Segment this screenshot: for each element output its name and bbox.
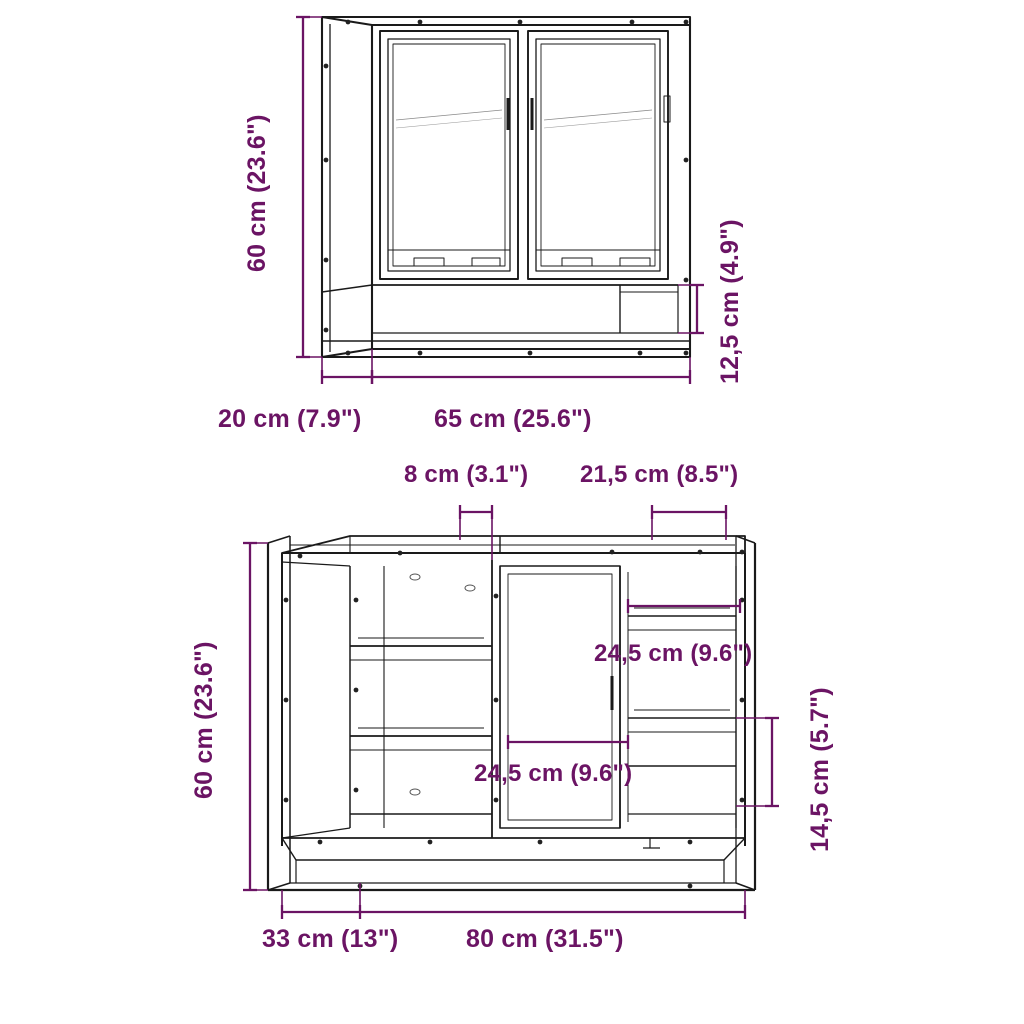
dim-cabinet-width: 65 cm (25.6") [434,405,592,433]
sink-cabinet-drawing [268,536,755,890]
dim-sink-top-opening: 21,5 cm (8.5") [580,461,739,488]
dim-sink-right-shelf-width: 24,5 cm (9.6") [594,640,753,667]
dim-sink-width: 80 cm (31.5") [466,925,624,953]
dim-cabinet-depth: 20 cm (7.9") [218,405,362,433]
dim-cabinet-height: 60 cm (23.6") [243,114,271,272]
dim-cabinet-open-shelf-height: 12,5 cm (4.9") [716,219,744,385]
dim-sink-depth: 33 cm (13") [262,925,399,953]
mirror-cabinet-drawing [322,17,690,357]
dim-sink-left-gap: 8 cm (3.1") [404,461,529,488]
dim-sink-center-shelf-width: 24,5 cm (9.6") [474,760,633,787]
dim-sink-height: 60 cm (23.6") [190,641,218,799]
dim-sink-lower-shelf-height: 14,5 cm (5.7") [806,687,834,852]
